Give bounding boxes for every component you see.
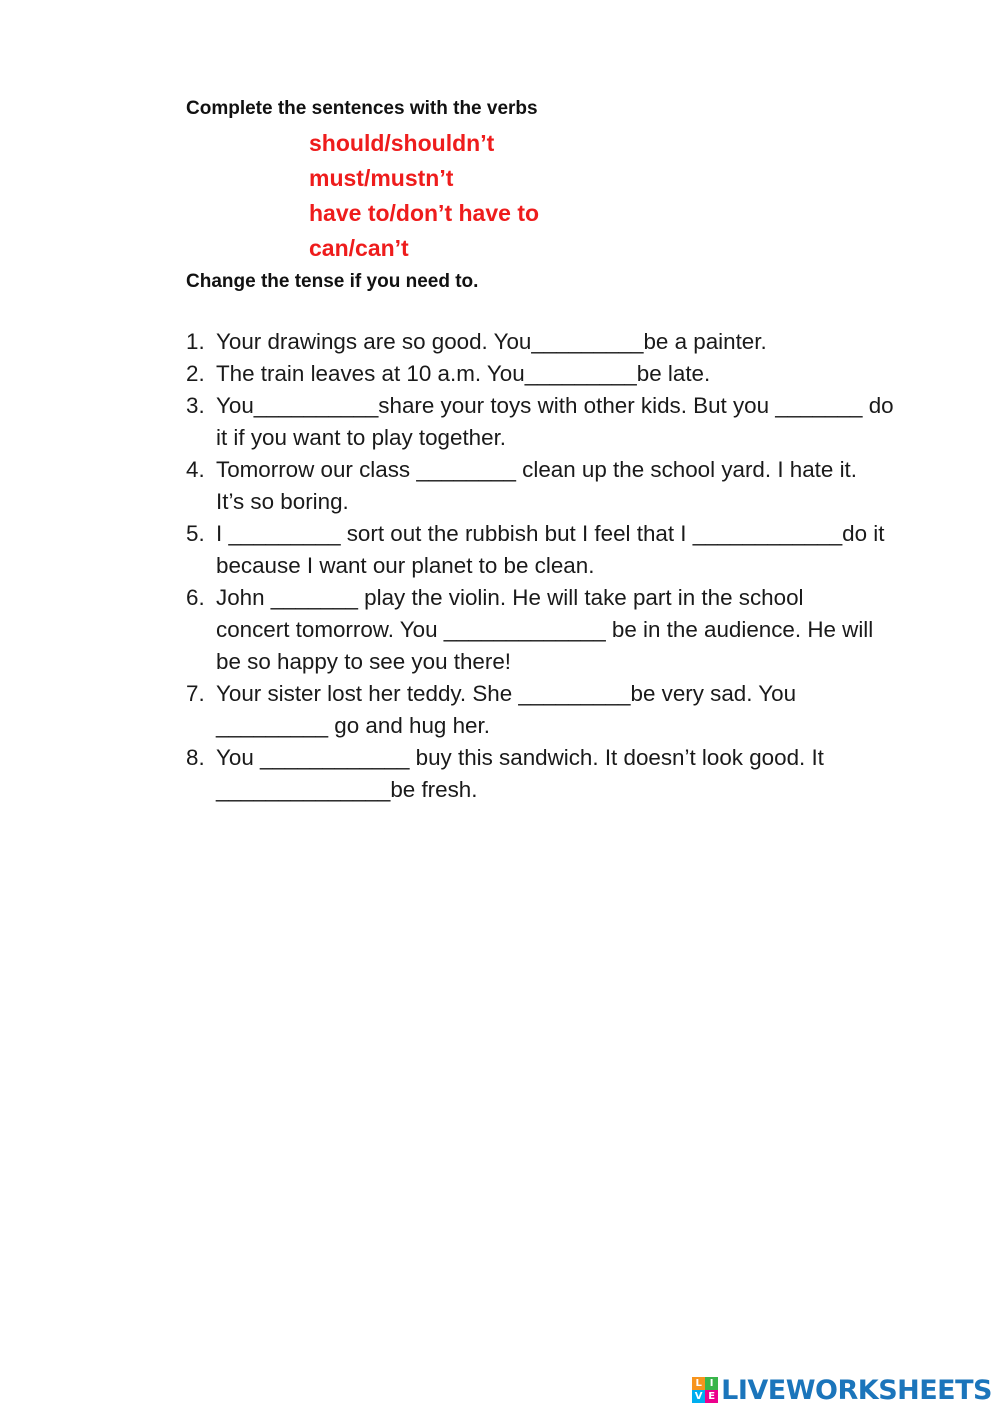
exercise-number: 4.: [186, 457, 205, 482]
exercise-sentence: You__________share your toys with other kids. But you _______ do it if you want to play together.: [216, 393, 894, 450]
liveworksheets-logo: [692, 1373, 992, 1407]
exercise-number: 1.: [186, 329, 205, 354]
logo-block: E: [705, 1390, 718, 1403]
exercise-number: 5.: [186, 521, 205, 546]
exercise-sentence: John _______ play the violin. He will take part in the school concert tomorrow. You _____________ be in the audience. He will be so happy to see you there!: [216, 585, 874, 674]
exercise-item: [186, 582, 926, 678]
exercise-item: [186, 326, 926, 358]
verb-option: can/can’t: [309, 235, 409, 261]
logo-wordmark: LIVEWORKSHEETS: [721, 1374, 992, 1406]
exercise-sentence: You ____________ buy this sandwich. It doesn’t look good. It ______________be fresh.: [216, 745, 824, 802]
verb-option: should/shouldn’t: [309, 130, 495, 156]
exercise-sentence: Your drawings are so good. You_________be a painter.: [216, 329, 767, 354]
exercise-sentence: I _________ sort out the rubbish but I feel that I ____________do it because I want our planet to be clean.: [216, 521, 885, 578]
instruction-tense-note: Change the tense if you need to.: [186, 271, 479, 292]
exercise-sentence: Your sister lost her teddy. She _________be very sad. You _________ go and hug her.: [216, 681, 797, 738]
exercise-number: 6.: [186, 585, 205, 610]
logo-block: I: [705, 1377, 718, 1390]
exercise-item: [186, 390, 926, 454]
exercise-list: [186, 326, 926, 806]
exercise-number: 2.: [186, 361, 205, 386]
exercise-number: 3.: [186, 393, 205, 418]
instruction-heading: Complete the sentences with the verbs: [186, 98, 538, 119]
exercise-item: [186, 454, 926, 518]
exercise-number: 7.: [186, 681, 205, 706]
logo-blocks-icon: [692, 1377, 718, 1403]
exercise-item: [186, 358, 926, 390]
logo-block: L: [692, 1377, 705, 1390]
exercise-item: [186, 742, 926, 806]
logo-block: V: [692, 1390, 705, 1403]
verb-list: [309, 126, 539, 266]
exercise-number: 8.: [186, 745, 205, 770]
exercise-item: [186, 518, 926, 582]
exercise-sentence: The train leaves at 10 a.m. You_________be late.: [216, 361, 711, 386]
exercise-item: [186, 678, 926, 742]
verb-option: have to/don’t have to: [309, 200, 540, 226]
verb-option: must/mustn’t: [309, 165, 454, 191]
exercise-sentence: Tomorrow our class ________ clean up the school yard. I hate it. It’s so boring.: [216, 457, 857, 514]
